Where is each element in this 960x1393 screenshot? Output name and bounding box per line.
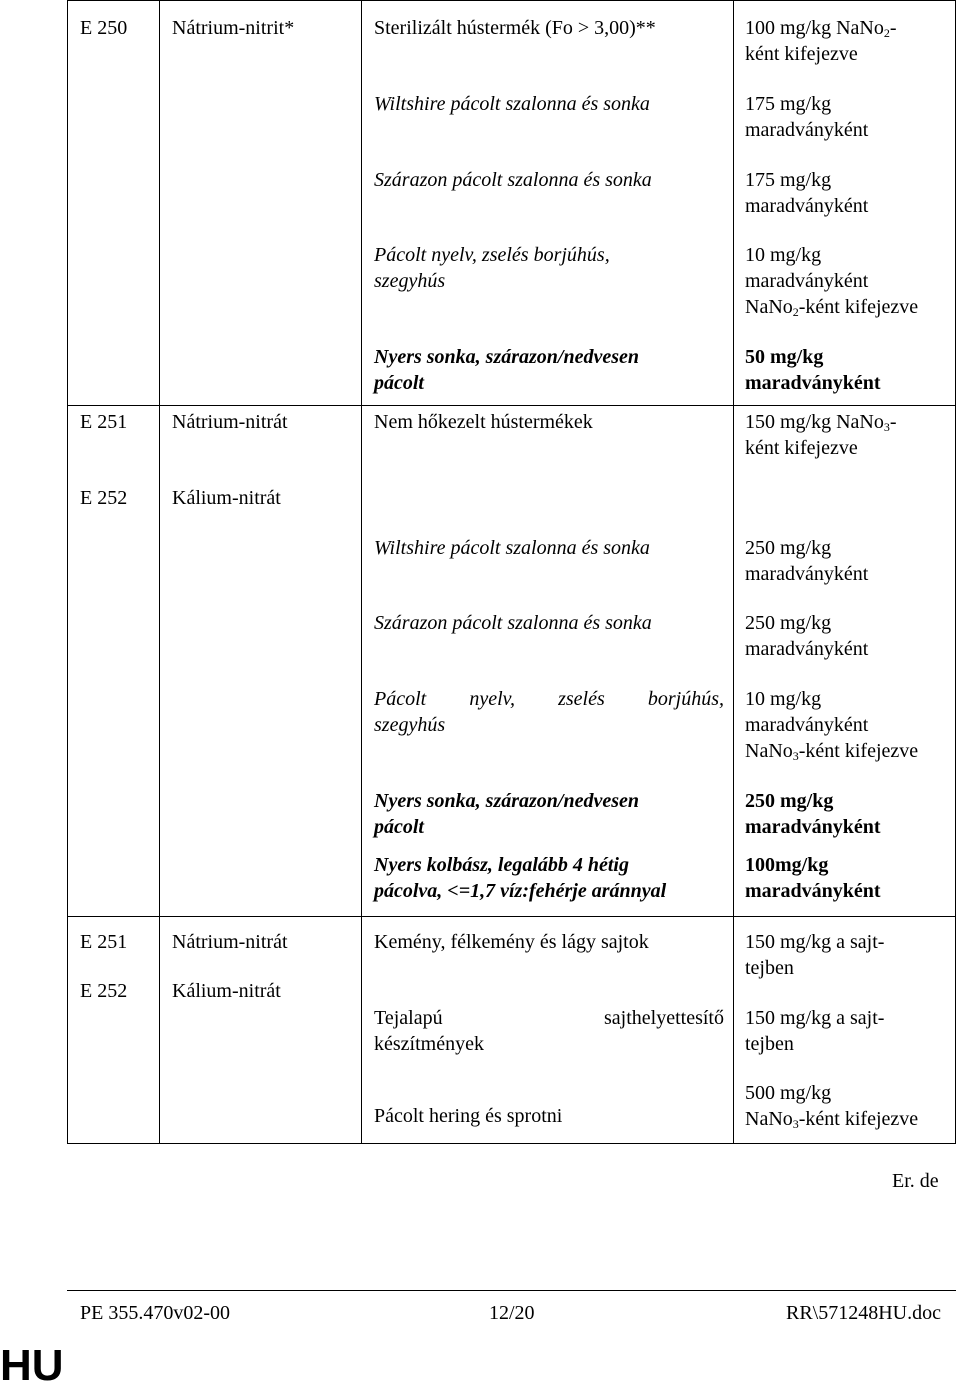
additive-name-cell: Kálium-nitrát	[172, 980, 281, 1002]
max-level-cell: 10 mg/kg maradványként NaNo$_2$-ként kifejezve	[745, 244, 919, 319]
footer-page-number: 12/20	[489, 1302, 535, 1324]
additive-name-cell: Kálium-nitrát	[172, 487, 281, 509]
food-category: Pácolt hering és sprotni	[374, 1105, 563, 1127]
e-number-cell: E 250	[80, 17, 128, 39]
col-divider-3	[733, 0, 734, 1143]
language-code: HU	[0, 1341, 64, 1390]
max-level-cell: 250 mg/kg maradványként	[745, 537, 869, 585]
row-divider-1	[67, 405, 956, 406]
max-level-cell: 100 mg/kg NaNo$_2$- ként kifejezve	[745, 17, 897, 65]
max-level-cell: 175 mg/kg maradványként	[745, 169, 869, 217]
e-number-cell: E 251	[80, 411, 128, 433]
e-number-cell: E 252	[80, 980, 128, 1002]
col-divider-1	[159, 0, 160, 1143]
row-divider-2	[67, 916, 956, 917]
food-category: Sterilizált hústermék (Fo > 3,00)**	[374, 17, 656, 39]
table-right-border	[955, 0, 956, 1143]
food-category: Wiltshire pácolt szalonna és sonka	[374, 93, 650, 115]
additive-name-cell: Nátrium-nitrit*	[172, 17, 295, 39]
footer-document-reference: PE 355.470v02-00	[80, 1302, 230, 1324]
food-category: Nyers sonka, szárazon/nedvesen pácolt	[374, 790, 640, 838]
food-category: Kemény, félkemény és lágy sajtok	[374, 931, 649, 953]
additive-name-cell: Nátrium-nitrát	[172, 411, 288, 433]
food-category: Nem hőkezelt hústermékek	[374, 411, 593, 433]
table-top-border	[67, 0, 956, 1]
e-number-cell: E 251	[80, 931, 128, 953]
food-category: Pácolt nyelv, zselés borjúhús, szegyhús	[374, 244, 610, 292]
food-category: Tejalapú sajthelyettesítő készítmények	[374, 1007, 724, 1055]
max-level-cell: 50 mg/kg maradványként	[745, 346, 881, 394]
footer-rule	[67, 1290, 956, 1291]
max-level-cell: 100mg/kg maradványként	[745, 854, 881, 902]
max-level-cell: 500 mg/kg NaNo$_3$-ként kifejezve	[745, 1082, 919, 1131]
max-level-cell: 250 mg/kg maradványként	[745, 790, 881, 838]
max-level-cell: 150 mg/kg a sajt- tejben	[745, 1007, 885, 1055]
food-category: Szárazon pácolt szalonna és sonka	[374, 612, 652, 634]
table-bottom-border	[67, 1143, 956, 1144]
food-category: Wiltshire pácolt szalonna és sonka	[374, 537, 650, 559]
additive-name-cell: Nátrium-nitrát	[172, 931, 288, 953]
below-table-note: Er. de	[892, 1170, 939, 1192]
table-left-border	[67, 0, 68, 1143]
max-level-cell: 250 mg/kg maradványként	[745, 612, 869, 660]
max-level-cell: 10 mg/kg maradványként NaNo$_3$-ként kifejezve	[745, 688, 919, 763]
max-level-cell: 150 mg/kg a sajt- tejben	[745, 931, 885, 979]
food-category: Nyers kolbász, legalább 4 hétig pácolva, <=1,7 víz:fehérje aránnyal	[374, 854, 667, 902]
col-divider-2	[361, 0, 362, 1143]
e-number-cell: E 252	[80, 487, 128, 509]
max-level-cell: 175 mg/kg maradványként	[745, 93, 869, 141]
footer-file-name: RR\571248HU.doc	[786, 1302, 941, 1324]
food-category: Szárazon pácolt szalonna és sonka	[374, 169, 652, 191]
food-category: Pácolt nyelv, zselés borjúhús, szegyhús	[374, 688, 724, 736]
max-level-cell: 150 mg/kg NaNo$_3$- ként kifejezve	[745, 411, 897, 459]
food-category: Nyers sonka, szárazon/nedvesen pácolt	[374, 346, 640, 394]
